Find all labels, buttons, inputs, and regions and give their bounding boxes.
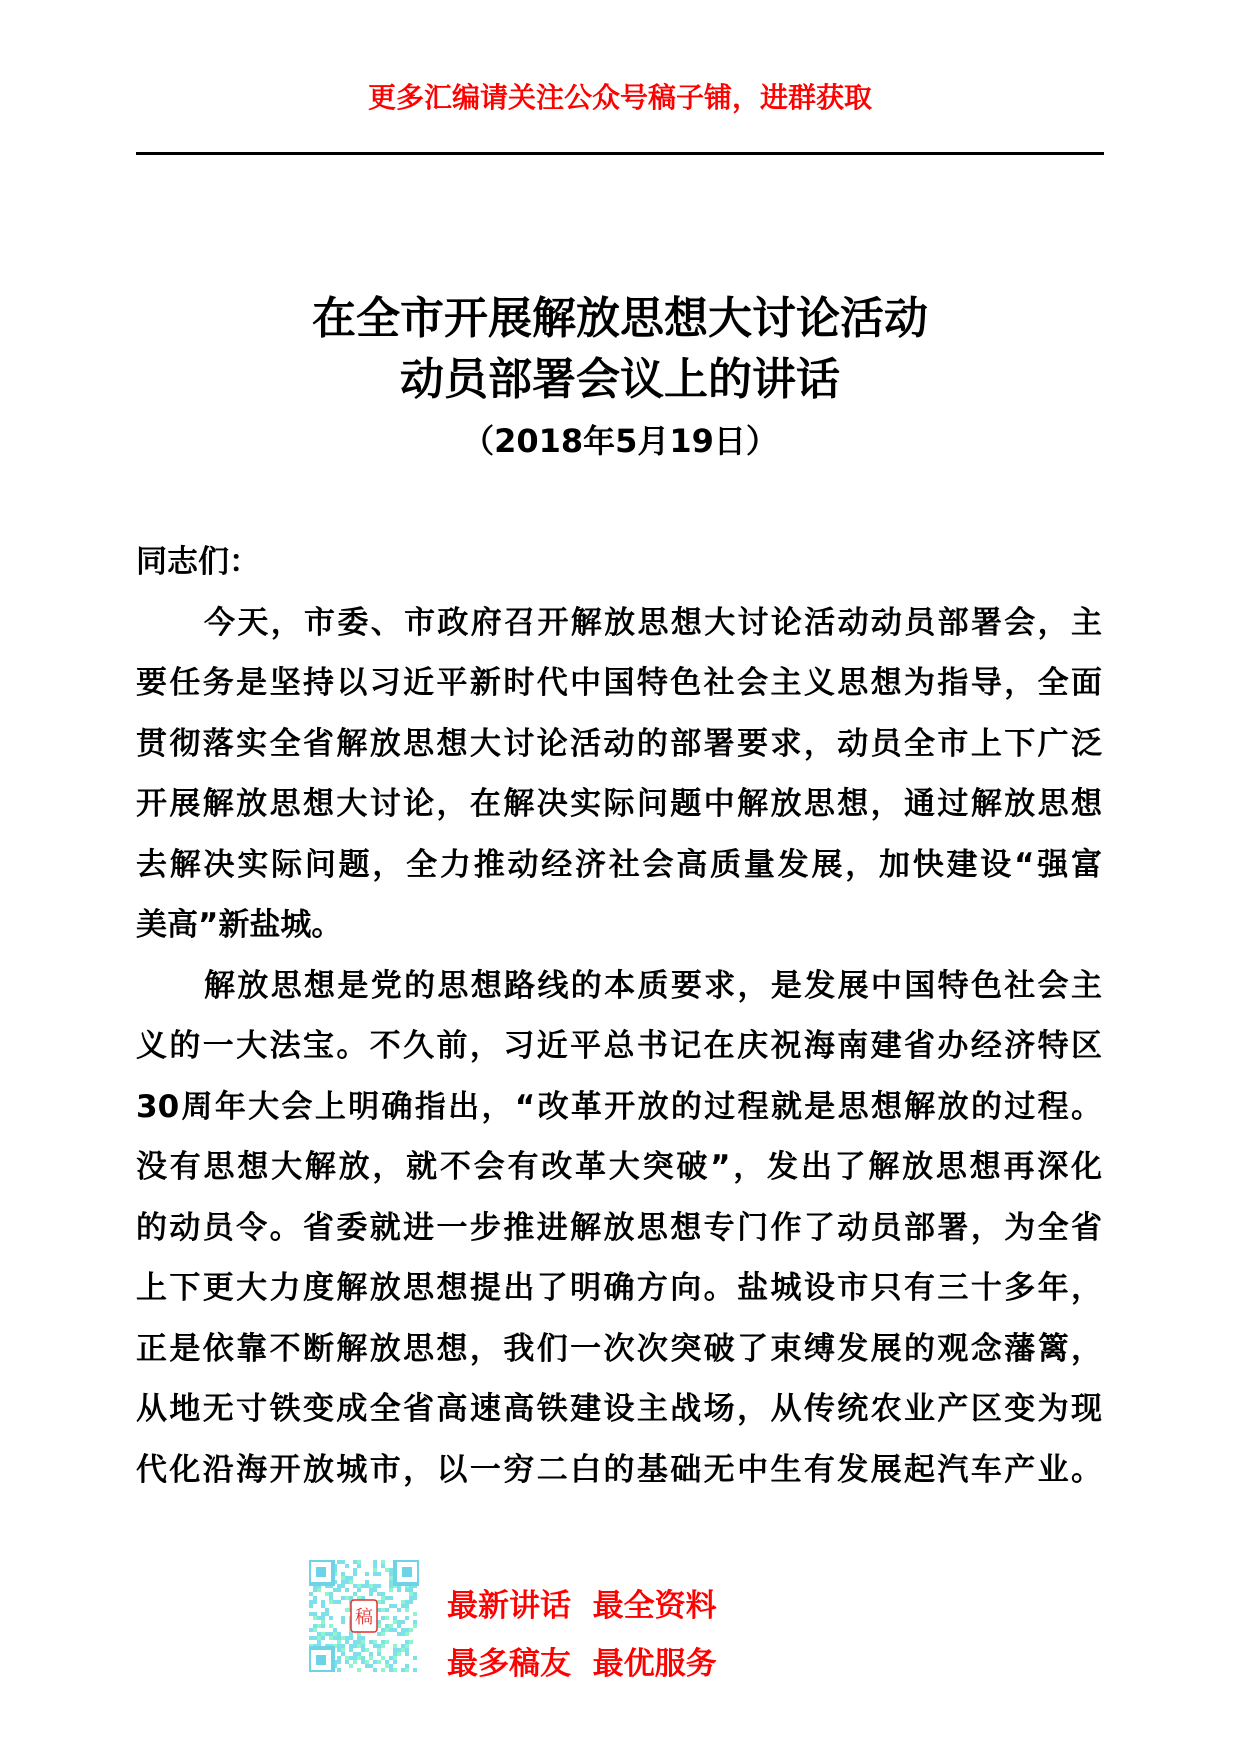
body-line: 30周年大会上明确指出，“改革开放的过程就是思想解放的过程。 (136, 1088, 1102, 1125)
body-line: 从地无寸铁变成全省高速高铁建设主战场，从传统农业产区变为现 (136, 1391, 1102, 1427)
body-line: 没有思想大解放，就不会有改革大突破”，发出了解放思想再深化 (136, 1149, 1102, 1185)
body-line: 要任务是坚持以习近平新时代中国特色社会主义思想为指导，全面 (136, 665, 1102, 701)
body-line: 去解决实际问题，全力推动经济社会高质量发展，加快建设“强富 (136, 846, 1102, 883)
body-line: 代化沿海开放城市，以一穷二白的基础无中生有发展起汽车产业。 (136, 1451, 1102, 1488)
qr-code-image (309, 1560, 419, 1672)
document-title-line-2: 动员部署会议上的讲话 (400, 354, 840, 405)
body-line: 同志们： (136, 544, 260, 580)
body-line: 正是依靠不断解放思想，我们一次次突破了束缚发展的观念藩篱， (136, 1330, 1102, 1367)
slogan-line-2: 最多稿友 最优服务 (447, 1646, 717, 1682)
document-date: （2018年5月19日） (462, 422, 778, 460)
body-line: 贯彻落实全省解放思想大讨论活动的部署要求，动员全市上下广泛 (136, 725, 1102, 762)
body-line: 上下更大力度解放思想提出了明确方向。盐城设市只有三十多年， (136, 1270, 1102, 1306)
body-line: 开展解放思想大讨论，在解决实际问题中解放思想，通过解放思想 (136, 786, 1102, 822)
document-title-line-1: 在全市开展解放思想大讨论活动 (312, 293, 928, 344)
qr-seal-char: 稿 (355, 1607, 373, 1628)
body-line: 今天，市委、市政府召开解放思想大讨论活动动员部署会，主 (204, 604, 1102, 641)
promo-banner: 更多汇编请关注公众号稿子铺，进群获取 (367, 81, 872, 114)
body-line: 的动员令。省委就进一步推进解放思想专门作了动员部署，为全省 (136, 1209, 1102, 1246)
document-body (136, 532, 1102, 1500)
header-divider (136, 152, 1104, 155)
body-line: 美高”新盐城。 (136, 907, 343, 943)
slogan-line-1: 最新讲话 最全资料 (447, 1588, 717, 1624)
body-line: 义的一大法宝。不久前，习近平总书记在庆祝海南建省办经济特区 (136, 1028, 1102, 1064)
body-line: 解放思想是党的思想路线的本质要求，是发展中国特色社会主 (204, 967, 1102, 1004)
